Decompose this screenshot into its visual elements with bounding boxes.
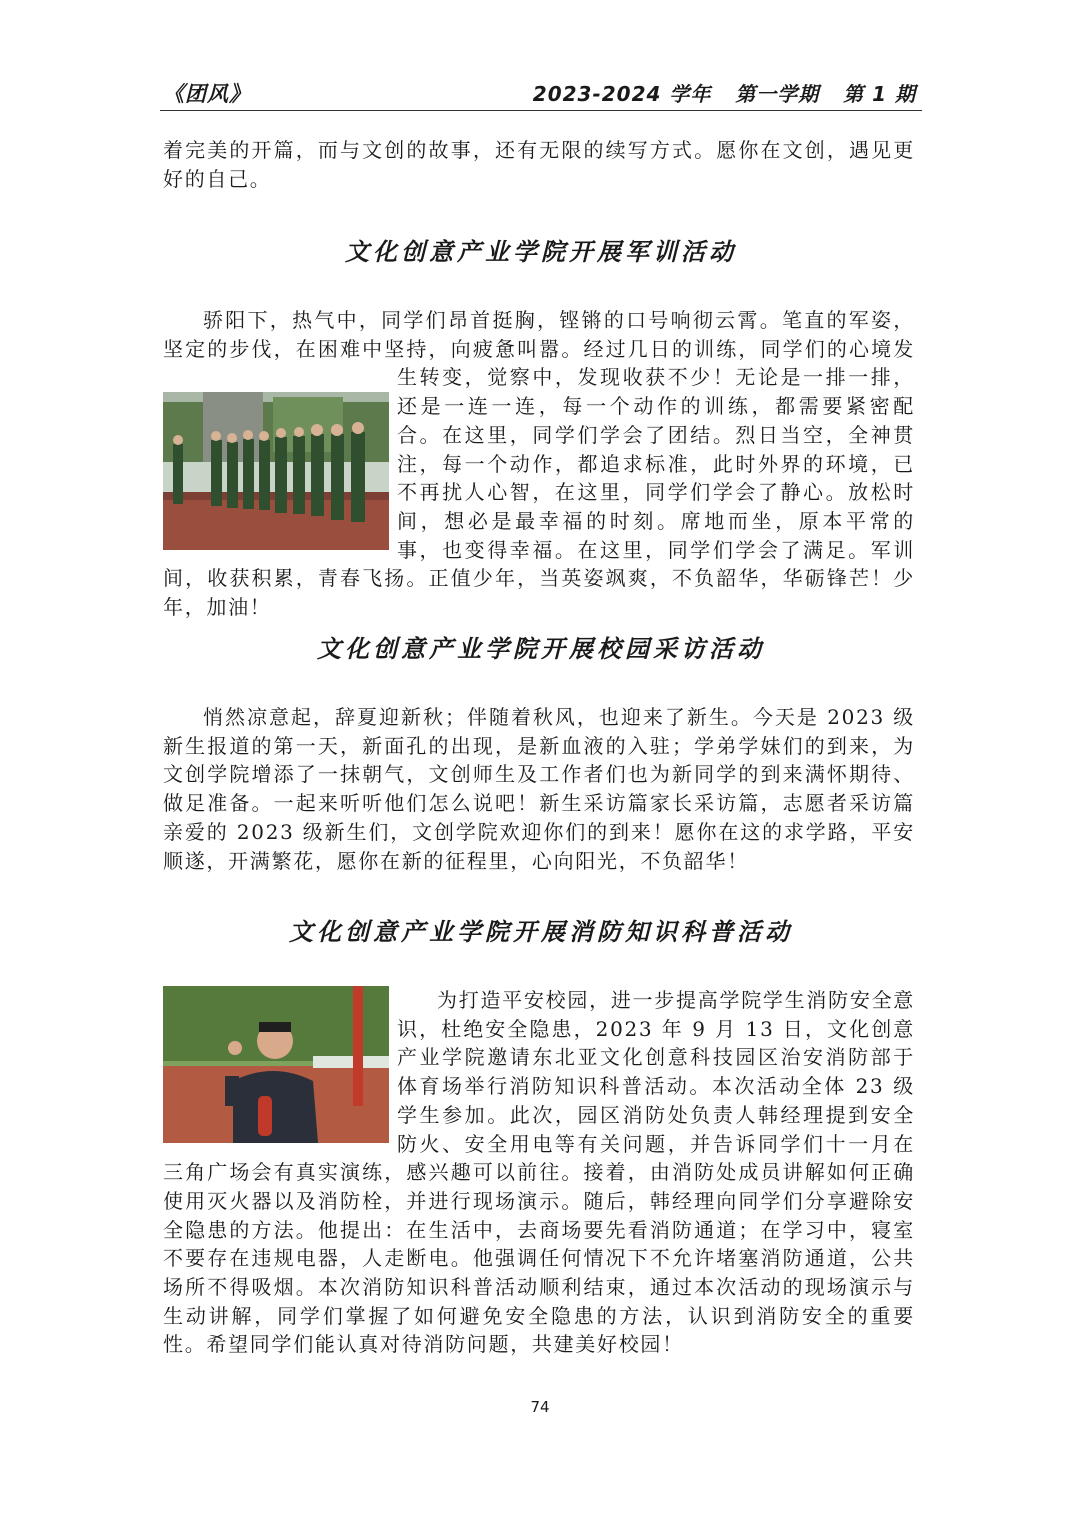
page-number: 74 [530,1398,550,1416]
section2-text: 悄然凉意起，辞夏迎新秋；伴随着秋风，也迎来了新生。今天是 2023 级新生报道的第一天，新面孔的出现，是新血液的入驻；学弟学妹们的到来，为文创学院增添了一抹朝气，文创师生及工作者们也为新同学的到来满怀期待、做足准备。一起来听听他们怎么说吧！新生采访篇家长采访篇，志愿者采访篇亲爱的 2023 级新生们，文创学院欢迎你们的到来！愿你在这的求学路，平安顺遂，开满繁花，愿你在新的征程里，心向阳光，不负韶华！ [163,705,915,873]
issue-info: 2023-2024 学年 第一学期 第 1 期 [532,82,916,106]
section3-article [163,986,915,1359]
section2-title: 文化创意产业学院开展校园采访活动 [317,635,765,663]
intro-text: 着完美的开篇，而与文创的故事，还有无限的续写方式。愿你在文创，遇见更好的自己。 [163,138,915,191]
section3-text: 为打造平安校园，进一步提高学院学生消防安全意识，杜绝安全隐患，2023 年 9 月 13 日，文化创意产业学院邀请东北亚文化创意科技园区治安消防部于体育场举行消防知识科普活动。本次活动全体 23 级学生参加。此次，园区消防处负责人韩经理提到安全防火、安全用电等有关问题，并告诉同学们十一月在三角广场会有真实演练，感兴趣可以前往。接着，由消防处成员讲解如何正确使用灭火器以及消防栓，并进行现场演示。随后，韩经理向同学们分享避除安全隐患的方法。他提出：在生活中，去商场要先看消防通道；在学习中，寝室不要存在违规电器，人走断电。他强调任何情况下不允许堵塞消防通道，公共场所不得吸烟。本次消防知识科普活动顺利结束，通过本次活动的现场演示与生动讲解，同学们掌握了如何避免安全隐患的方法，认识到消防安全的重要性。希望同学们能认真对待消防问题，共建美好校园！ [163,988,915,1357]
fire-safety-photo-illustration [163,986,389,1143]
military-training-photo [163,392,389,550]
journal-title: 《团风》 [163,82,251,106]
section2-article [163,703,915,875]
section1-title: 文化创意产业学院开展军训活动 [345,238,737,266]
section1-text: 骄阳下，热气中，同学们昂首挺胸，铿锵的口号响彻云霄。笔直的军姿，坚定的步伐，在困难中坚持，向疲惫叫嚣。经过几日的训练，同学们的心境发生转变，觉察中，发现收获不少！无论是一排一排，还是一连一连，每一个动作的训练，都需要紧密配合。在这里，同学们学会了团结。烈日当空，全神贯注，每一个动作，都追求标准，此时外界的环境，已不再扰人心智，在这里，同学们学会了静心。放松时间，想必是最幸福的时刻。席地而坐，原本平常的事，也变得幸福。在这里，同学们学会了满足。军训间，收获积累，青春飞扬。正值少年，当英姿飒爽，不负韶华，华砺锋芒！少年，加油！ [163,308,915,620]
header-divider [160,110,922,111]
military-training-photo-illustration [163,392,389,550]
intro-paragraph [163,136,915,193]
section1-article [163,306,915,622]
fire-safety-photo [163,986,389,1143]
section3-title: 文化创意产业学院开展消防知识科普活动 [289,918,793,946]
